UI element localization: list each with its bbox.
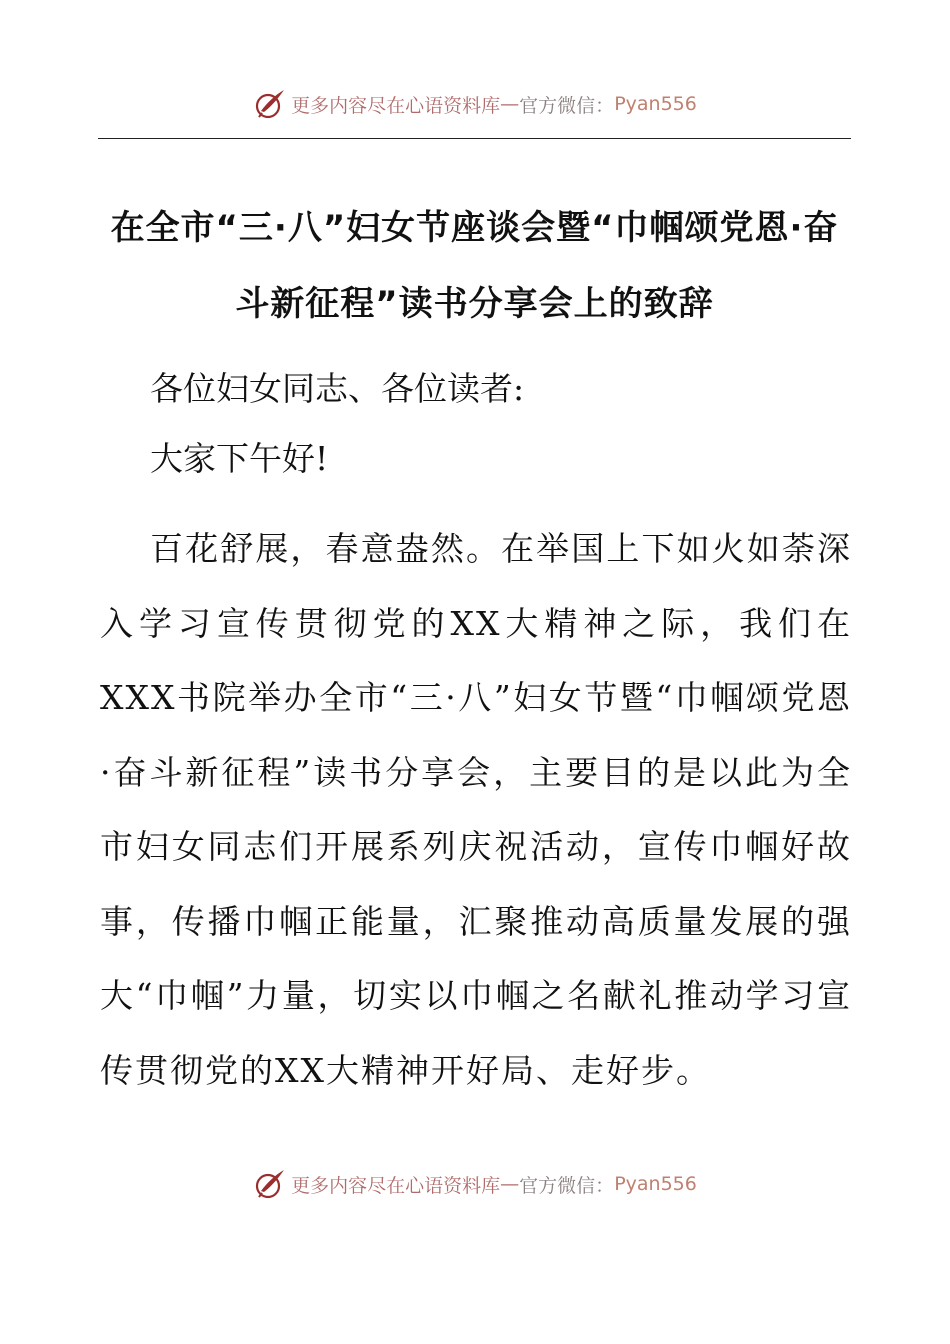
header-separator: — (500, 93, 520, 115)
salutation (100, 370, 852, 407)
footer-brand: 更多内容尽在心语资料库 (291, 1174, 501, 1197)
page-footer (0, 1164, 950, 1204)
header-wechat-label: 官方微信： (519, 94, 615, 117)
footer-separator: — (500, 1173, 520, 1195)
quill-logo-icon (253, 87, 287, 121)
header-divider (98, 138, 851, 139)
footer-wechat-label: 官方微信： (519, 1174, 615, 1197)
document-title: 在全市“三·八”妇女节座谈会暨“巾帼颂党恩·奋斗新征程”读书分享会上的致辞 (110, 208, 839, 324)
body-paragraph: 百花舒展，春意盎然。在举国上下如火如荼深入学习宣传贯彻党的XX大精神之际，我们在XXX书院举办全市“三·八”妇女节暨“巾帼颂党恩·奋斗新征程”读书分享会，主要目的是以此为全市妇女同志们开展系列庆祝活动，宣传巾帼好故事，传播巾帼正能量，汇聚推动高质量发展的强大“巾帼”力量，切实以巾帼之名献礼推动学习宣传贯彻党的XX大精神开好局、走好步。 (100, 529, 852, 1090)
page-header (0, 84, 950, 124)
greeting (100, 440, 852, 477)
greeting-text: 大家下午好! (150, 439, 329, 478)
quill-logo-icon (253, 1167, 287, 1201)
footer-wechat-id: Pyan556 (614, 1173, 697, 1195)
header-wechat-id: Pyan556 (614, 93, 697, 115)
header-brand: 更多内容尽在心语资料库 (291, 94, 501, 117)
salutation-text: 各位妇女同志、各位读者: (150, 369, 525, 408)
